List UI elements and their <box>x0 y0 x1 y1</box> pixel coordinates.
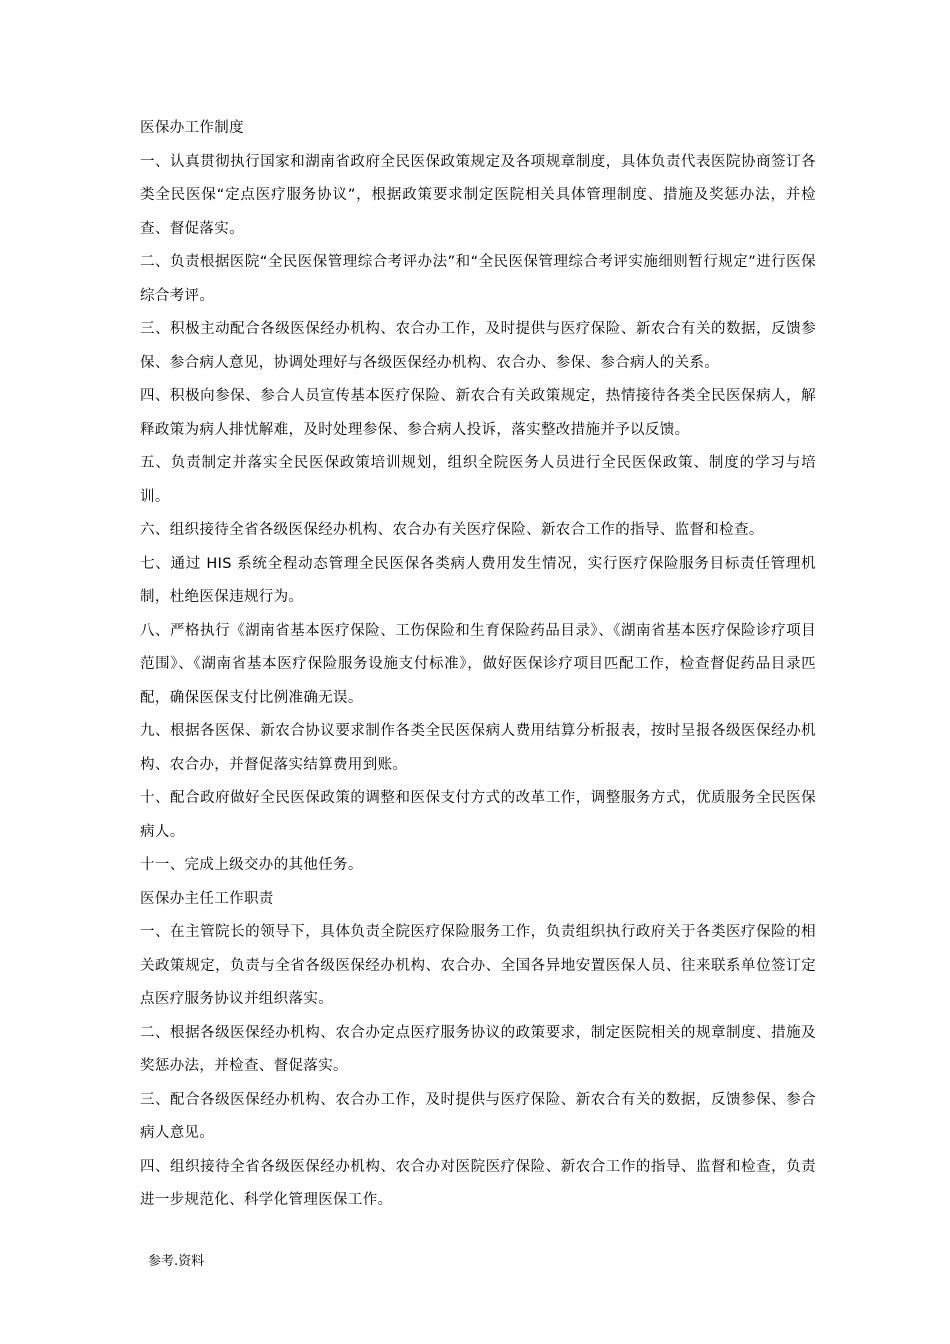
duty-item-1: 一、在主管院长的领导下，具体负责全院医疗保险服务工作，负责组织执行政府关于各类医疗保险的相关政策规定，负责与全省各级医保经办机构、农合办、全国各异地安置医保人员、往来联系单位签订定点医疗服务协议并组织落实。 <box>140 924 816 1007</box>
system-item-2: 二、负责根据医院“全民医保管理综合考评办法”和“全民医保管理综合考评实施细则暂行规定”进行医保综合考评。 <box>140 254 816 304</box>
system-item-3: 三、积极主动配合各级医保经办机构、农合办工作，及时提供与医疗保险、新农合有关的数据，反馈参保、参合病人意见，协调处理好与各级医保经办机构、农合办、参保、参合病人的关系。 <box>140 321 816 371</box>
document-body <box>140 112 816 1218</box>
system-item-7: 七、通过 HIS 系统全程动态管理全民医保各类病人费用发生情况，实行医疗保险服务目标责任管理机制，杜绝医保违规行为。 <box>140 555 816 605</box>
section-title-director-duties: 医保办主任工作职责 <box>140 890 274 907</box>
system-item-5: 五、负责制定并落实全民医保政策培训规划，组织全院医务人员进行全民医保政策、制度的学习与培训。 <box>140 455 816 505</box>
section-title-work-system: 医保办工作制度 <box>140 120 244 136</box>
duty-item-4: 四、组织接待全省各级医保经办机构、农合办对医院医疗保险、新农合工作的指导、监督和检查，负责进一步规范化、科学化管理医保工作。 <box>140 1158 816 1208</box>
duty-item-2: 二、根据各级医保经办机构、农合办定点医疗服务协议的政策要求，制定医院相关的规章制度、措施及奖惩办法，并检查、督促落实。 <box>140 1024 816 1074</box>
system-item-11: 十一、完成上级交办的其他任务。 <box>140 857 363 873</box>
system-item-6: 六、组织接待全省各级医保经办机构、农合办有关医疗保险、新农合工作的指导、监督和检查。 <box>140 522 764 538</box>
footer-note: 参考.资料 <box>148 1254 205 1269</box>
system-item-4: 四、积极向参保、参合人员宣传基本医疗保险、新农合有关政策规定，热情接待各类全民医保病人，解释政策为病人排忧解难，及时处理参保、参合病人投诉，落实整改措施并予以反馈。 <box>140 388 816 438</box>
system-item-8: 八、严格执行《湖南省基本医疗保险、工伤保险和生育保险药品目录》、《湖南省基本医疗保险诊疗项目范围》、《湖南省基本医疗保险服务设施支付标准》，做好医保诊疗项目匹配工作，检查督促药品目录匹配，确保医保支付比例准确无误。 <box>140 622 816 706</box>
system-item-10: 十、配合政府做好全民医保政策的调整和医保支付方式的改革工作，调整服务方式，优质服务全民医保病人。 <box>140 790 816 840</box>
system-item-9: 九、根据各医保、新农合协议要求制作各类全民医保病人费用结算分析报表，按时呈报各级医保经办机构、农合办，并督促落实结算费用到账。 <box>140 723 816 773</box>
duty-item-3: 三、配合各级医保经办机构、农合办工作，及时提供与医疗保险、新农合有关的数据，反馈参保、参合病人意见。 <box>140 1091 816 1141</box>
system-item-1: 一、认真贯彻执行国家和湖南省政府全民医保政策规定及各项规章制度，具体负责代表医院协商签订各类全民医保“定点医疗服务协议”，根据政策要求制定医院相关具体管理制度、措施及奖惩办法，并检查、督促落实。 <box>140 153 816 237</box>
